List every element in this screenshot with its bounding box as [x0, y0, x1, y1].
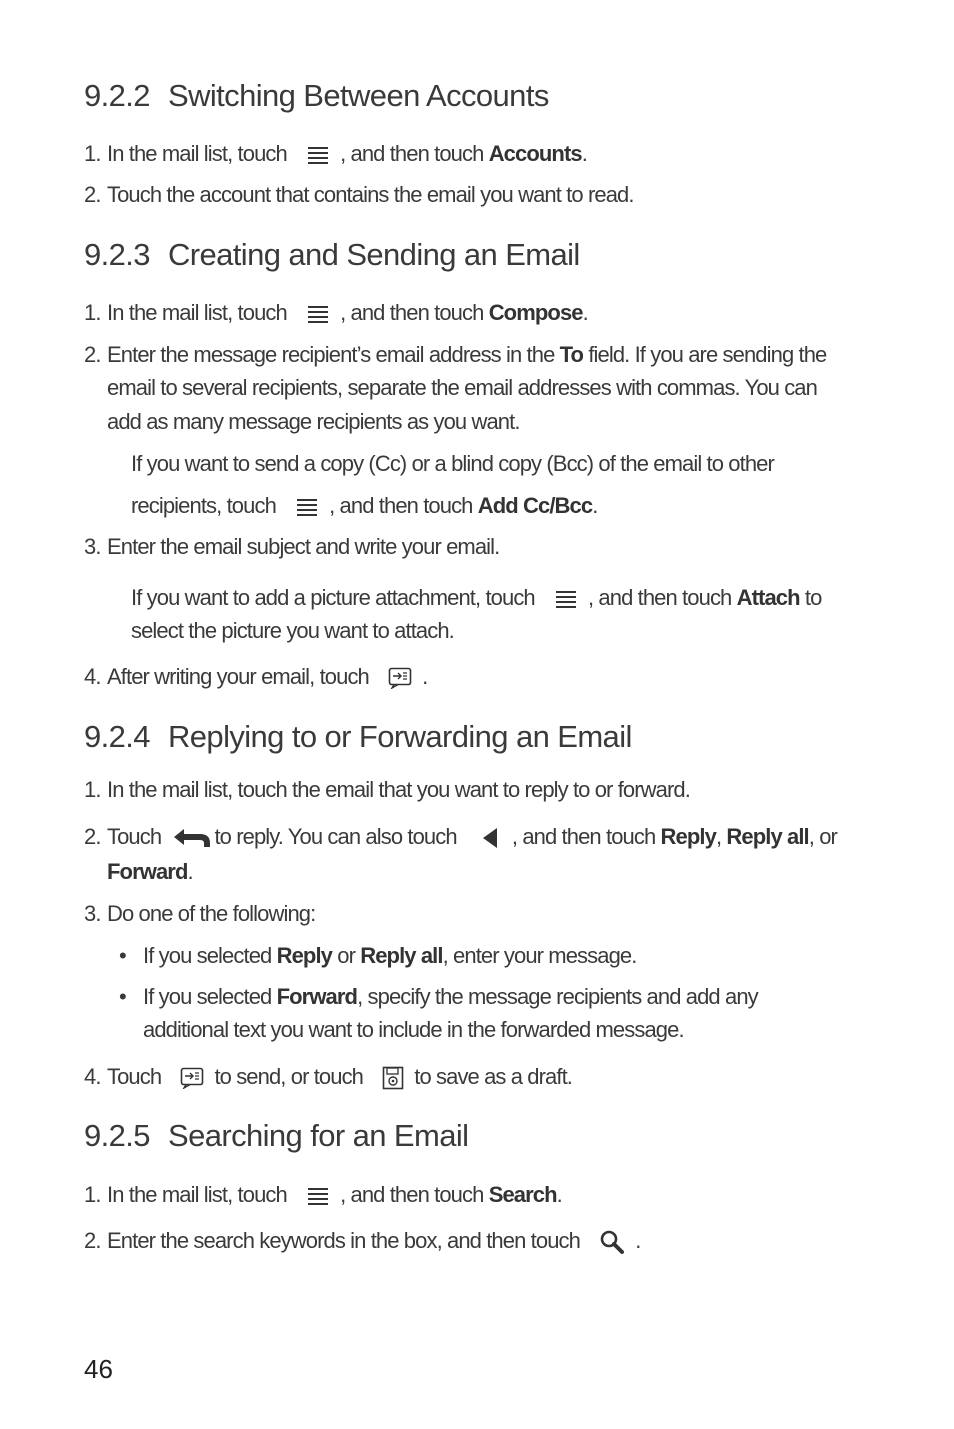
punct: .	[422, 664, 428, 689]
step-1	[84, 1178, 562, 1212]
step-text: to reply. You can also touch	[214, 824, 457, 849]
forward-label: Forward	[107, 859, 188, 884]
bullet-text: , enter your message.	[442, 943, 637, 968]
step-3	[84, 530, 500, 564]
note-line	[131, 581, 821, 615]
bullet-text: If you selected	[143, 984, 272, 1009]
step-1	[84, 137, 587, 171]
bullet-text: or	[337, 943, 355, 968]
step-2	[84, 338, 827, 372]
punct: , or	[808, 824, 837, 849]
note-text: to	[804, 585, 822, 610]
step-text: , and then touch	[340, 141, 484, 166]
section-number: 9.2.3	[84, 237, 150, 272]
step-1	[84, 773, 690, 807]
step-2	[84, 820, 837, 854]
punct: .	[187, 859, 193, 884]
step-text: field. If you are sending the	[588, 342, 827, 367]
step-number: 1.	[84, 777, 101, 802]
note-line	[131, 489, 597, 523]
step-3	[84, 897, 316, 931]
step-4	[84, 1060, 573, 1094]
reply-label: Reply	[276, 943, 333, 968]
step-number: 2.	[84, 1228, 101, 1253]
section-heading-searching-email	[84, 1118, 468, 1154]
step-text: Enter the search keywords in the box, and then touch	[107, 1228, 580, 1253]
step-text: , and then touch	[340, 1182, 484, 1207]
section-title: Replying to or Forwarding an Email	[168, 719, 632, 754]
reply-all-label: Reply all	[726, 824, 809, 849]
accounts-label: Accounts	[488, 141, 582, 166]
step-number: 1.	[84, 141, 101, 166]
search-label: Search	[488, 1182, 557, 1207]
step-text: Touch	[107, 824, 162, 849]
menu-icon	[308, 305, 328, 323]
step-number: 2.	[84, 824, 101, 849]
reply-arrow-icon	[172, 827, 212, 849]
step-number: 2.	[84, 182, 101, 207]
add-cc-bcc-label: Add Cc/Bcc	[477, 493, 593, 518]
section-title: Creating and Sending an Email	[168, 237, 580, 272]
bullet: •	[119, 943, 126, 968]
punct: .	[635, 1228, 641, 1253]
bullet: •	[119, 984, 126, 1009]
bullet-text: additional text you want to include in the forwarded message.	[143, 1017, 684, 1042]
step-number: 1.	[84, 1182, 101, 1207]
step-2	[84, 1224, 641, 1258]
punct: .	[556, 1182, 562, 1207]
step-number: 4.	[84, 664, 101, 689]
send-icon	[180, 1067, 204, 1089]
step-text: add as many message recipients as you want.	[107, 409, 520, 434]
step-text: Enter the message recipient’s email address in the	[107, 342, 555, 367]
step-number: 4.	[84, 1064, 101, 1089]
step-text: In the mail list, touch the email that you want to reply to or forward.	[107, 777, 690, 802]
step-text: , and then touch	[340, 300, 484, 325]
punct: .	[581, 141, 587, 166]
step-text: Do one of the following:	[107, 901, 316, 926]
search-icon	[599, 1229, 625, 1255]
step-text: Enter the email subject and write your email.	[107, 534, 500, 559]
step-text: Touch	[107, 1064, 162, 1089]
step-text: to send, or touch	[214, 1064, 364, 1089]
note-text: , and then touch	[587, 585, 732, 610]
step-1	[84, 296, 588, 330]
save-draft-icon	[382, 1066, 404, 1090]
section-title: Switching Between Accounts	[168, 78, 549, 113]
section-heading-replying-forwarding	[84, 719, 632, 755]
menu-icon	[308, 146, 328, 164]
section-number: 9.2.4	[84, 719, 150, 754]
forward-label: Forward	[276, 984, 358, 1009]
menu-icon	[297, 498, 317, 516]
step-text: to save as a draft.	[414, 1064, 573, 1089]
note-text: , and then touch	[329, 493, 473, 518]
step-4	[84, 660, 428, 694]
bullet-item	[119, 980, 758, 1014]
section-number: 9.2.5	[84, 1118, 150, 1153]
menu-icon	[308, 1187, 328, 1205]
reply-label: Reply	[660, 824, 716, 849]
punct: .	[582, 300, 588, 325]
section-title: Searching for an Email	[168, 1118, 469, 1153]
punct: ,	[715, 824, 722, 849]
step-number: 1.	[84, 300, 101, 325]
attach-label: Attach	[736, 585, 800, 610]
compose-label: Compose	[488, 300, 583, 325]
step-text: email to several recipients, separate the email addresses with commas. You can	[107, 375, 817, 400]
note-text: If you want to add a picture attachment, touch	[131, 585, 535, 610]
to-field-label: To	[559, 342, 584, 367]
step-number: 2.	[84, 342, 101, 367]
bullet-text: , specify the message recipients and add any	[357, 984, 758, 1009]
section-number: 9.2.2	[84, 78, 150, 113]
step-text: After writing your email, touch	[107, 664, 369, 689]
step-2-cont	[107, 855, 193, 889]
reply-all-label: Reply all	[360, 943, 443, 968]
bullet-item	[119, 939, 637, 973]
step-text: In the mail list, touch	[107, 1182, 287, 1207]
section-heading-switching-accounts	[84, 78, 549, 114]
step-text: In the mail list, touch	[107, 141, 287, 166]
bullet-text: If you selected	[143, 943, 272, 968]
punct: .	[592, 493, 598, 518]
send-icon	[388, 667, 412, 689]
page-number: 46	[84, 1354, 113, 1384]
step-text: Touch the account that contains the email you want to read.	[107, 182, 634, 207]
menu-icon	[556, 590, 576, 608]
step-text: In the mail list, touch	[107, 300, 287, 325]
step-2	[84, 178, 634, 212]
step-number: 3.	[84, 901, 101, 926]
note-text: recipients, touch	[131, 493, 276, 518]
note-text: If you want to send a copy (Cc) or a blind copy (Bcc) of the email to other	[131, 451, 774, 476]
triangle-left-icon	[482, 827, 498, 849]
step-text: , and then touch	[511, 824, 656, 849]
note-text: select the picture you want to attach.	[131, 618, 454, 643]
step-number: 3.	[84, 534, 101, 559]
section-heading-creating-email	[84, 237, 580, 273]
